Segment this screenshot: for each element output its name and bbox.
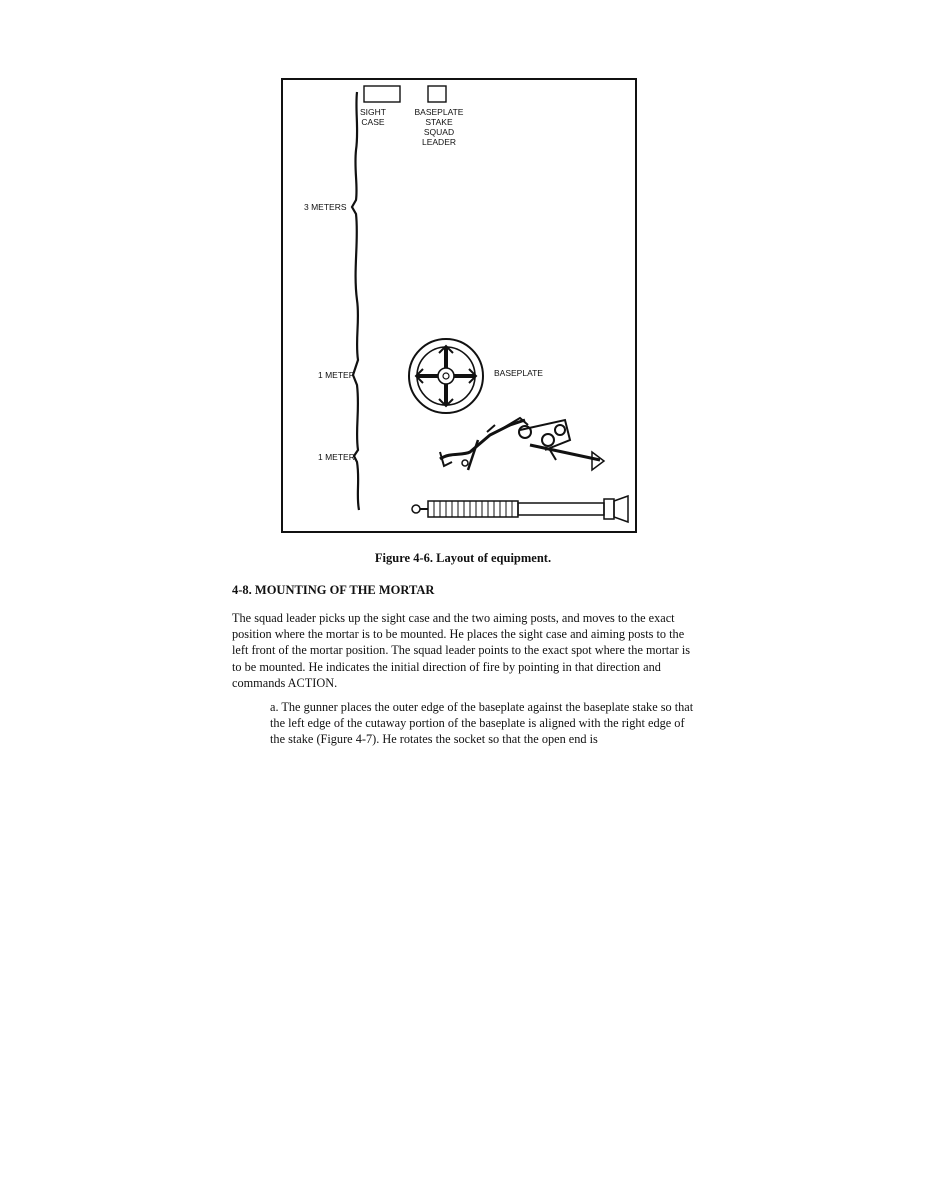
three-meters-label: 3 METERS [304,202,347,212]
baseplate-drawing [409,339,483,413]
barrel-drawing [412,496,628,522]
body-paragraph: The squad leader picks up the sight case and the two aiming posts, and moves to the exact position where the mortar is to be mounted. He places the sight case and aiming posts to the left front of the mortar position. The squad leader points to the exact spot where the mortar is to be mounted. He indicates the initial direction of fire by pointing in that direction and commands ACTION. [232,611,691,690]
baseplate-stake-box [428,86,446,102]
sight-case-label: SIGHT CASE [360,107,386,127]
one-meter-label-a: 1 METER [318,370,355,380]
layout-diagram [0,0,926,560]
bipod-drawing [440,418,604,470]
section-heading: 4-8. MOUNTING OF THE MORTAR [232,583,435,597]
baseplate-label: BASEPLATE [494,368,543,378]
distance-brace [352,92,359,510]
subparagraph-a: a. The gunner places the outer edge of the baseplate against the baseplate stake so that the left edge of the cutaway portion of the baseplate is aligned with the right edge of the stake (Figure 4-7). He rotates the socket so that the open end is [270,700,694,747]
figure-caption: Figure 4-6. Layout of equipment. [374,551,552,565]
baseplate-stake-label: BASEPLATE STAKE SQUAD LEADER [414,107,464,147]
sight-case-box [364,86,400,102]
one-meter-label-b: 1 METER [318,452,355,462]
